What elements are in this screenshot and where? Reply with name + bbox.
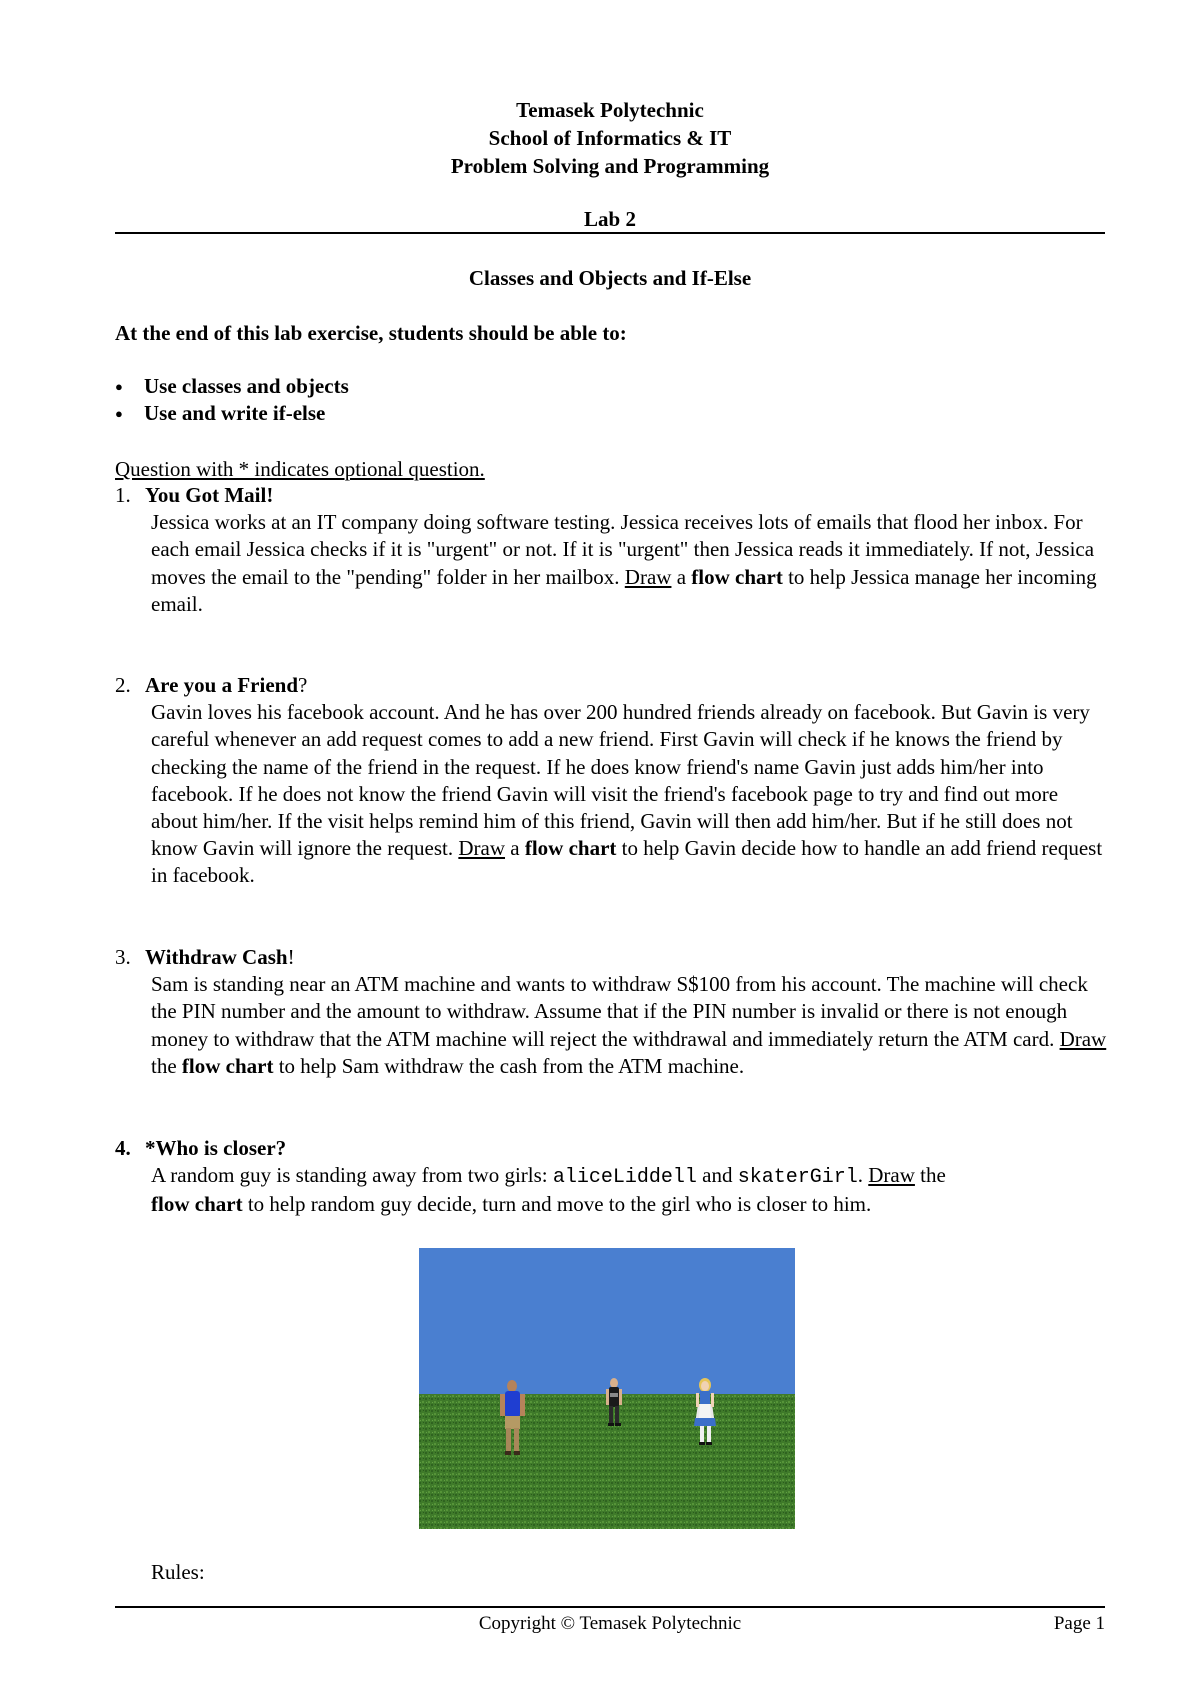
rules-label: Rules: <box>151 1560 205 1584</box>
objectives-intro: At the end of this lab exercise, students should be able to: <box>115 321 627 345</box>
question-title: *Who is closer? <box>145 1136 287 1160</box>
code-skater-girl: skaterGirl <box>737 1166 858 1190</box>
footer-page-number: Page 1 <box>1053 1613 1105 1634</box>
sky <box>419 1248 795 1394</box>
question-body: A random guy is standing away from two girls: aliceLiddell and skaterGirl. Draw the flow chart to help random guy decide, turn and move to the girl who is closer to him. <box>151 1163 946 1217</box>
document-header <box>115 96 1105 180</box>
scene-image <box>419 1248 795 1529</box>
question-title: Are you a Friend? <box>145 673 308 697</box>
footer-copyright: Copyright © Temasek Polytechnic <box>478 1613 742 1634</box>
objectives-list <box>115 373 349 427</box>
footer-divider <box>115 1606 1105 1608</box>
question-number: 1. <box>115 483 131 507</box>
question-body: Gavin loves his facebook account. And he has over 200 hundred friends already on facebook. But Gavin is very careful whenever an add request comes to add a new friend. First Gavin will check if he knows the friend by checking the name of the friend in the request. If he does know friend's name Gavin just adds him/her into facebook. If he does not know the friend Gavin will visit the friend's facebook page to try and find out more about him/her. If the visit helps remind him of this friend, Gavin will then add him/her. But if he still does not know Gavin will ignore the request. Draw a flow chart to help Gavin decide how to handle an add friend request in facebook. <box>151 700 1103 888</box>
question-number: 3. <box>115 945 131 969</box>
question-title: Withdraw Cash! <box>145 945 295 969</box>
lab-subtitle: Classes and Objects and If-Else <box>468 266 752 290</box>
optional-note: Question with * indicates optional question. <box>115 457 485 481</box>
objective-item: ● Use classes and objects <box>115 373 349 400</box>
question-body: Sam is standing near an ATM machine and wants to withdraw S$100 from his account. The machine will check the PIN number and the amount to withdraw. Assume that if the PIN number is invalid or there is not enough money to withdraw that the ATM machine will reject the withdrawal and immediately return the ATM card. Draw the flow chart to help Sam withdraw the cash from the ATM machine. <box>151 972 1107 1078</box>
question-number: 2. <box>115 673 131 697</box>
grass <box>419 1394 795 1529</box>
code-alice-liddell: aliceLiddell <box>552 1166 697 1190</box>
objective-item: ● Use and write if-else <box>115 400 349 427</box>
question-title: You Got Mail! <box>145 483 274 507</box>
question-body: Jessica works at an IT company doing software testing. Jessica receives lots of emails that flood her inbox. For each email Jessica checks if it is "urgent" or not. If it is "urgent" then Jessica reads it immediately. If not, Jessica moves the email to the "pending" folder in her mailbox. Draw a flow chart to help Jessica manage her incoming email. <box>151 510 1097 616</box>
school-name: School of Informatics & IT <box>488 126 732 150</box>
course-name: Problem Solving and Programming <box>450 154 770 178</box>
question-number: 4. <box>115 1136 131 1160</box>
lab-title: Lab 2 <box>584 207 636 231</box>
institution-name: Temasek Polytechnic <box>516 98 704 122</box>
header-divider <box>115 232 1105 234</box>
